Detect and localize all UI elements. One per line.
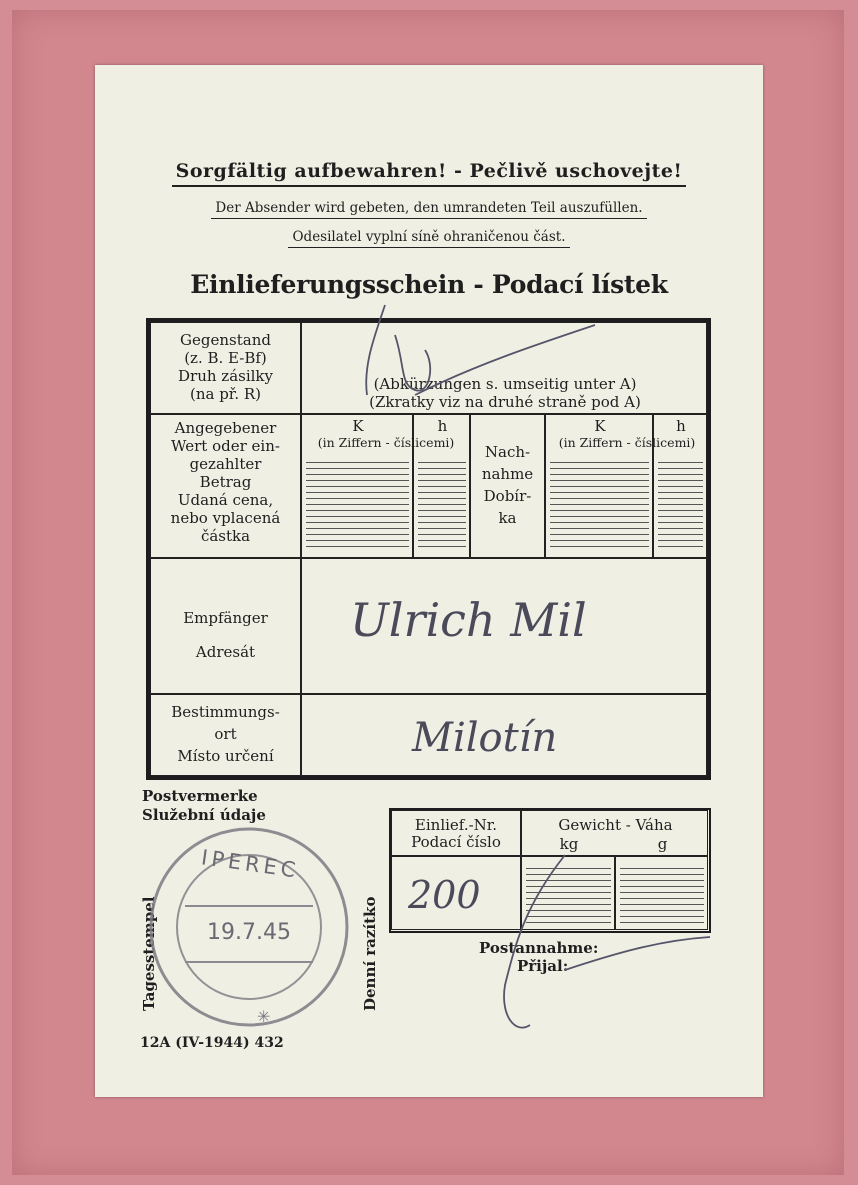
row-item-type-value: (Abkürzungen s. umseitig unter A) (Zkratky viz na druhé straně pod A) — [301, 322, 707, 414]
day-stamp-label-de: Tagesstempel — [140, 896, 158, 1011]
cod-k-column: K — [545, 414, 653, 558]
weight-label: Gewicht - Váha kg g — [521, 810, 708, 856]
cod-col-subtitle: (in Ziffern - číslicemi) — [558, 435, 696, 450]
day-stamp-label-cz: Denní razítko — [361, 896, 379, 1011]
header-line-2: Der Absender wird gebeten, den umrandeten Teil auszufüllen. — [95, 200, 763, 216]
header-line-3: Odesilatel vyplní síně ohraničenou část. — [95, 229, 763, 245]
destination-handwriting: Milotín — [412, 715, 558, 761]
value-k-column: K — [301, 414, 413, 558]
accepted-by-label: Postannahme: Přijal: — [479, 939, 599, 975]
value-h-column: h — [413, 414, 470, 558]
postal-notes-label: Postvermerke Služební údaje — [142, 787, 266, 824]
form-code: 12A (IV-1944) 432 — [140, 1035, 284, 1051]
row-value-label: Angegebener Wert oder ein- gezahlter Betrag Udaná cena, nebo vplacená částka — [150, 414, 301, 558]
form-title: Einlieferungsschein - Podací lístek — [190, 270, 668, 299]
posting-number-handwriting: 200 — [408, 873, 481, 917]
svg-text:✳: ✳ — [257, 1007, 271, 1026]
header-line-1: Sorgfältig aufbewahren! - Pečlivě uschovejte! — [95, 160, 763, 182]
recipient-handwriting: Ulrich Mil — [350, 593, 587, 647]
row-item-type-label: Gegenstand (z. B. E-Bf) Druh zásilky (na př. R) — [150, 322, 301, 414]
receipt-form — [95, 65, 763, 1097]
cod-h-column: h — [653, 414, 707, 558]
cod-label: Nach- nahme Dobír- ka — [470, 414, 545, 558]
posting-number-label: Einlief.-Nr. Podací číslo — [391, 810, 521, 856]
destination-label: Bestimmungs- ort Místo určení — [150, 694, 301, 776]
pencil-marks — [95, 65, 763, 1097]
recipient-label: Empfänger Adresát — [150, 558, 301, 694]
stamp-date: 19.7.45 — [207, 920, 291, 945]
value-col-subtitle: (in Ziffern - číslicemi) — [317, 435, 455, 450]
stamp-place: IPEREC — [199, 845, 301, 883]
